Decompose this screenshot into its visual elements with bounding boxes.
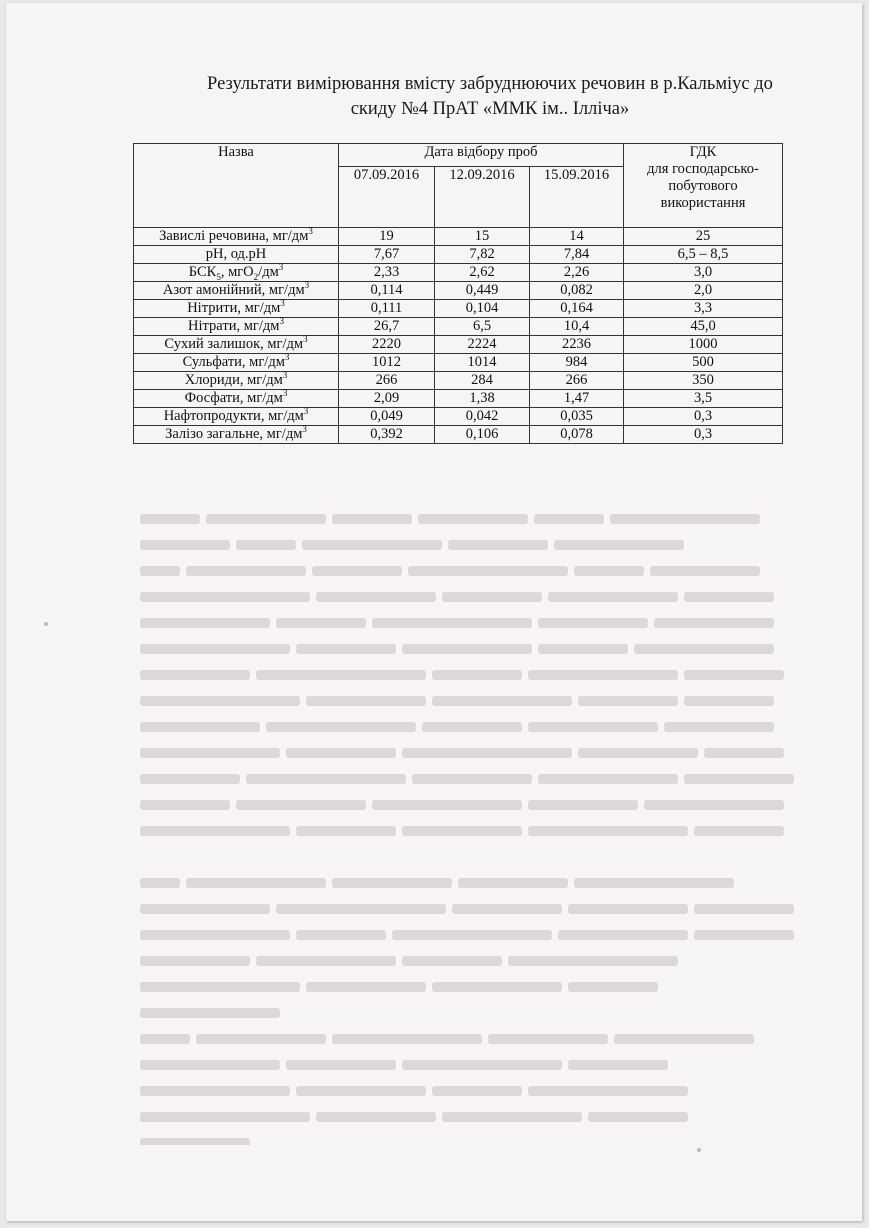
cell-measurement-d3: 0,078	[530, 426, 624, 444]
header-gdk-line-3: побутового	[668, 178, 738, 194]
show-through-word	[302, 540, 442, 550]
show-through-word	[664, 722, 774, 732]
show-through-word	[432, 982, 562, 992]
cell-measurement-d3: 7,84	[530, 246, 624, 264]
show-through-word	[422, 722, 522, 732]
show-through-line	[140, 973, 800, 999]
show-through-word	[448, 540, 548, 550]
cell-measurement-d3: 1,47	[530, 390, 624, 408]
show-through-word	[568, 982, 658, 992]
table-row	[134, 246, 783, 264]
cell-parameter-name: Сульфати, $мг/дм^3$	[134, 354, 339, 372]
show-through-word	[644, 800, 784, 810]
show-through-word	[568, 904, 688, 914]
show-through-word	[140, 826, 290, 836]
cell-measurement-d3: 0,082	[530, 282, 624, 300]
cell-measurement-d2: 0,104	[435, 300, 530, 318]
show-through-word	[296, 826, 396, 836]
table-row	[134, 264, 783, 282]
show-through-word	[140, 1112, 310, 1122]
cell-measurement-d2: 0,042	[435, 408, 530, 426]
show-through-line	[140, 687, 800, 713]
show-through-word	[704, 748, 784, 758]
show-through-word	[432, 670, 522, 680]
show-through-word	[558, 930, 688, 940]
show-through-line	[140, 635, 800, 661]
show-through-word	[140, 956, 250, 966]
show-through-word	[332, 1034, 482, 1044]
show-through-word	[654, 618, 774, 628]
show-through-word	[140, 696, 300, 706]
cell-gdk-value: 2,0	[624, 282, 783, 300]
show-through-word	[402, 748, 572, 758]
show-through-word	[614, 1034, 754, 1044]
show-through-word	[140, 982, 300, 992]
cell-gdk-value: 1000	[624, 336, 783, 354]
show-through-word	[332, 878, 452, 888]
show-through-word	[140, 878, 180, 888]
show-through-line	[140, 843, 800, 869]
cell-measurement-d1: 26,7	[339, 318, 435, 336]
table-row	[134, 282, 783, 300]
show-through-line	[140, 947, 800, 973]
cell-gdk-value: 3,5	[624, 390, 783, 408]
show-through-word	[236, 540, 296, 550]
header-date-3: 15.09.2016	[530, 167, 624, 228]
cell-gdk-value: 0,3	[624, 408, 783, 426]
show-through-word	[534, 514, 604, 524]
cell-measurement-d1: 1012	[339, 354, 435, 372]
show-through-word	[296, 1086, 426, 1096]
show-through-word	[296, 930, 386, 940]
cell-parameter-name: $БСК_5$, $мгО_2/дм^3$	[134, 264, 339, 282]
show-through-line	[140, 1103, 800, 1129]
show-through-word	[694, 826, 784, 836]
show-through-text	[140, 505, 800, 1145]
title-line-2: скиду №4 ПрАТ «ММК ім.. Ілліча»	[350, 99, 630, 119]
show-through-word	[442, 1112, 582, 1122]
cell-measurement-d2: 284	[435, 372, 530, 390]
header-gdk-line-1: ГДК	[689, 144, 717, 160]
cell-measurement-d2: 1014	[435, 354, 530, 372]
cell-measurement-d3: 984	[530, 354, 624, 372]
show-through-line	[140, 1051, 800, 1077]
show-through-word	[538, 618, 648, 628]
cell-measurement-d3: 10,4	[530, 318, 624, 336]
show-through-word	[256, 956, 396, 966]
show-through-word	[684, 696, 774, 706]
show-through-word	[186, 566, 306, 576]
show-through-word	[574, 566, 644, 576]
show-through-word	[236, 800, 366, 810]
cell-gdk-value: 3,0	[624, 264, 783, 282]
show-through-word	[140, 514, 200, 524]
show-through-word	[452, 904, 562, 914]
cell-measurement-d3: 2,26	[530, 264, 624, 282]
show-through-line	[140, 531, 800, 557]
cell-measurement-d2: 0,449	[435, 282, 530, 300]
cell-measurement-d1: 0,111	[339, 300, 435, 318]
show-through-word	[140, 566, 180, 576]
show-through-word	[538, 774, 678, 784]
show-through-word	[588, 1112, 688, 1122]
title-line-1: Результати вимірювання вмісту забруднюючих речовин в р.Кальміус до	[207, 74, 773, 94]
show-through-word	[206, 514, 326, 524]
cell-measurement-d2: 2224	[435, 336, 530, 354]
show-through-word	[266, 722, 416, 732]
show-through-word	[508, 956, 678, 966]
show-through-word	[458, 878, 568, 888]
cell-measurement-d3: 0,035	[530, 408, 624, 426]
header-name: Назва	[134, 144, 339, 228]
cell-gdk-value: 25	[624, 228, 783, 246]
show-through-word	[296, 644, 396, 654]
show-through-word	[140, 1086, 290, 1096]
show-through-word	[140, 748, 280, 758]
show-through-line	[140, 869, 800, 895]
cell-parameter-name: Сухий залишок, $мг/дм^3$	[134, 336, 339, 354]
show-through-word	[316, 592, 436, 602]
show-through-line	[140, 713, 800, 739]
table-row	[134, 408, 783, 426]
show-through-word	[140, 1008, 280, 1018]
show-through-word	[684, 774, 794, 784]
cell-measurement-d1: 2,33	[339, 264, 435, 282]
measurement-table	[133, 143, 783, 444]
show-through-word	[408, 566, 568, 576]
show-through-word	[332, 514, 412, 524]
show-through-line	[140, 817, 800, 843]
cell-measurement-d1: 0,049	[339, 408, 435, 426]
show-through-word	[140, 904, 270, 914]
show-through-word	[694, 930, 794, 940]
cell-measurement-d1: 0,114	[339, 282, 435, 300]
cell-gdk-value: 45,0	[624, 318, 783, 336]
cell-measurement-d2: 7,82	[435, 246, 530, 264]
page-speck	[697, 1148, 701, 1152]
show-through-word	[538, 644, 628, 654]
show-through-word	[402, 826, 522, 836]
cell-gdk-value: 6,5 – 8,5	[624, 246, 783, 264]
show-through-word	[554, 540, 684, 550]
cell-measurement-d3: 14	[530, 228, 624, 246]
show-through-word	[140, 644, 290, 654]
show-through-word	[684, 670, 784, 680]
show-through-word	[402, 644, 532, 654]
header-dates-group: Дата відбору проб	[339, 144, 624, 167]
show-through-word	[140, 1060, 280, 1070]
cell-gdk-value: 500	[624, 354, 783, 372]
cell-gdk-value: 350	[624, 372, 783, 390]
table-row	[134, 372, 783, 390]
show-through-word	[140, 592, 310, 602]
header-date-1: 07.09.2016	[339, 167, 435, 228]
show-through-word	[140, 1034, 190, 1044]
show-through-word	[140, 930, 290, 940]
cell-measurement-d1: 7,67	[339, 246, 435, 264]
header-date-2: 12.09.2016	[435, 167, 530, 228]
show-through-word	[578, 748, 698, 758]
show-through-word	[316, 1112, 436, 1122]
show-through-word	[140, 540, 230, 550]
show-through-word	[256, 670, 426, 680]
show-through-line	[140, 765, 800, 791]
document-title	[150, 72, 830, 122]
show-through-word	[578, 696, 678, 706]
show-through-word	[306, 982, 426, 992]
show-through-word	[402, 1060, 562, 1070]
show-through-word	[392, 930, 552, 940]
cell-parameter-name: pH, од.pH	[134, 246, 339, 264]
table-row	[134, 426, 783, 444]
cell-measurement-d1: 2,09	[339, 390, 435, 408]
show-through-line	[140, 791, 800, 817]
show-through-word	[246, 774, 406, 784]
show-through-line	[140, 921, 800, 947]
show-through-word	[548, 592, 678, 602]
show-through-word	[432, 696, 572, 706]
cell-gdk-value: 3,3	[624, 300, 783, 318]
show-through-word	[306, 696, 426, 706]
show-through-line	[140, 609, 800, 635]
show-through-word	[634, 644, 774, 654]
table-row	[134, 300, 783, 318]
show-through-word	[276, 904, 446, 914]
cell-measurement-d3: 266	[530, 372, 624, 390]
show-through-word	[650, 566, 760, 576]
show-through-word	[312, 566, 402, 576]
show-through-word	[196, 1034, 326, 1044]
cell-parameter-name: Залізо загальне, $мг/дм^3$	[134, 426, 339, 444]
show-through-word	[488, 1034, 608, 1044]
table-row	[134, 354, 783, 372]
show-through-word	[528, 800, 638, 810]
cell-measurement-d1: 0,392	[339, 426, 435, 444]
header-gdk	[624, 144, 783, 228]
show-through-word	[140, 800, 230, 810]
show-through-word	[140, 670, 250, 680]
show-through-word	[528, 722, 658, 732]
show-through-word	[610, 514, 760, 524]
cell-measurement-d1: 266	[339, 372, 435, 390]
cell-measurement-d3: 2236	[530, 336, 624, 354]
show-through-word	[372, 618, 532, 628]
show-through-word	[402, 956, 502, 966]
show-through-line	[140, 1025, 800, 1051]
table-row	[134, 318, 783, 336]
show-through-word	[286, 1060, 396, 1070]
show-through-word	[140, 722, 260, 732]
table-body	[134, 228, 783, 444]
show-through-word	[140, 1138, 250, 1145]
show-through-line	[140, 739, 800, 765]
show-through-word	[372, 800, 522, 810]
show-through-line	[140, 1077, 800, 1103]
show-through-line	[140, 505, 800, 531]
show-through-word	[140, 774, 240, 784]
show-through-word	[528, 826, 688, 836]
show-through-word	[432, 1086, 522, 1096]
cell-parameter-name: Нітрати, $мг/дм^3$	[134, 318, 339, 336]
show-through-line	[140, 583, 800, 609]
cell-measurement-d3: 0,164	[530, 300, 624, 318]
cell-parameter-name: Хлориди, $мг/дм^3$	[134, 372, 339, 390]
show-through-word	[528, 1086, 688, 1096]
cell-measurement-d2: 2,62	[435, 264, 530, 282]
table-row	[134, 336, 783, 354]
cell-measurement-d1: 2220	[339, 336, 435, 354]
cell-measurement-d2: 0,106	[435, 426, 530, 444]
cell-parameter-name: Азот амонійний, $мг/дм^3$	[134, 282, 339, 300]
show-through-word	[276, 618, 366, 628]
header-gdk-line-4: використання	[660, 195, 746, 211]
cell-gdk-value: 0,3	[624, 426, 783, 444]
show-through-word	[694, 904, 794, 914]
show-through-word	[442, 592, 542, 602]
show-through-word	[684, 592, 774, 602]
show-through-line	[140, 557, 800, 583]
cell-measurement-d1: 19	[339, 228, 435, 246]
show-through-word	[412, 774, 532, 784]
cell-parameter-name: Завислі речовина, $мг/дм^3$	[134, 228, 339, 246]
cell-measurement-d2: 6,5	[435, 318, 530, 336]
table-row	[134, 390, 783, 408]
cell-parameter-name: Фосфати, $мг/дм^3$	[134, 390, 339, 408]
show-through-word	[418, 514, 528, 524]
table-row	[134, 228, 783, 246]
show-through-word	[186, 878, 326, 888]
show-through-word	[574, 878, 734, 888]
show-through-line	[140, 895, 800, 921]
cell-parameter-name: Нітрити, $мг/дм^3$	[134, 300, 339, 318]
show-through-line	[140, 661, 800, 687]
page-speck	[44, 622, 48, 626]
header-gdk-line-2: для господарсько-	[647, 161, 759, 177]
show-through-word	[140, 618, 270, 628]
cell-parameter-name: Нафтопродукти, $мг/дм^3$	[134, 408, 339, 426]
cell-measurement-d2: 15	[435, 228, 530, 246]
show-through-word	[528, 670, 678, 680]
show-through-word	[568, 1060, 668, 1070]
show-through-word	[286, 748, 396, 758]
cell-measurement-d2: 1,38	[435, 390, 530, 408]
